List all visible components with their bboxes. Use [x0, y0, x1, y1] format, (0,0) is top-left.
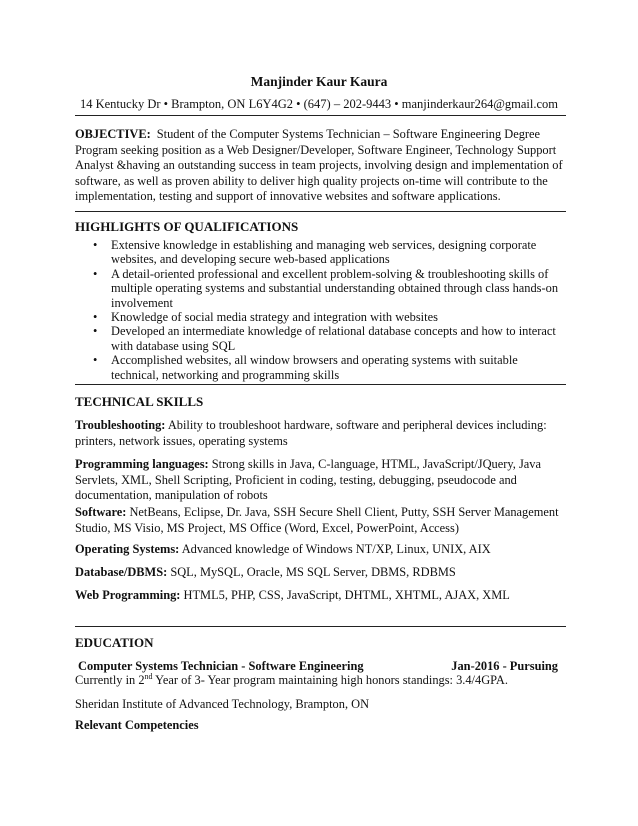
bullet-icon: • [93, 238, 98, 252]
highlights-divider [75, 384, 566, 385]
skill-operating-systems [75, 542, 565, 558]
education-status [75, 673, 565, 688]
skill-label: Database/DBMS: [75, 565, 168, 579]
skill-troubleshooting [75, 418, 565, 449]
skill-label: Web Programming: [75, 588, 181, 602]
relevant-competencies-label: Relevant Competencies [75, 718, 199, 732]
objective-label: OBJECTIVE: [75, 127, 151, 141]
list-item [75, 238, 565, 267]
skill-label: Operating Systems: [75, 542, 180, 556]
bullet-icon: • [93, 310, 98, 325]
education-program: Computer Systems Technician - Software Engineering [78, 659, 364, 673]
status-prefix: Currently in 2 [75, 673, 145, 687]
objective-divider [75, 211, 566, 212]
contact-line: 14 Kentucky Dr • Brampton, ON L6Y4G2 • (647) – 202-9443 • manjinderkaur264@gmail.com [79, 97, 559, 111]
skills-divider [75, 626, 566, 627]
highlight-text: Accomplished websites, all window browsers and operating systems with suitable technical, networking and programming skills [111, 353, 518, 382]
technical-skills-heading: TECHNICAL SKILLS [75, 394, 204, 409]
highlight-text: Developed an intermediate knowledge of relational database concepts and how to interact with database using SQL [111, 324, 556, 353]
list-item [75, 310, 565, 324]
highlights-list [75, 238, 565, 382]
education-institution: Sheridan Institute of Advanced Technology, Brampton, ON [75, 697, 370, 711]
skill-label: Troubleshooting: [75, 418, 166, 432]
skill-text: NetBeans, Eclipse, Dr. Java, SSH Secure Shell Client, Putty, SSH Server Management Studio, MS Visio, MS Project, MS Office (Word, Excel, PowerPoint, Access) [75, 505, 559, 535]
skill-text: SQL, MySQL, Oracle, MS SQL Server, DBMS, RDBMS [167, 565, 456, 579]
objective-section [75, 127, 565, 205]
skill-software [75, 505, 565, 536]
education-date: Jan-2016 - Pursuing [451, 659, 558, 673]
highlight-text: Knowledge of social media strategy and integration with websites [111, 310, 438, 325]
skill-text: HTML5, PHP, CSS, JavaScript, DHTML, XHTML, AJAX, XML [180, 588, 510, 602]
highlights-heading: HIGHLIGHTS OF QUALIFICATIONS [75, 219, 299, 234]
bullet-icon: • [93, 266, 98, 281]
education-heading: EDUCATION [75, 635, 154, 650]
skill-label: Programming languages: [75, 457, 209, 471]
candidate-name: Manjinder Kaur Kaura [250, 74, 388, 89]
list-item [75, 324, 565, 353]
list-item [75, 353, 565, 382]
bullet-icon: • [93, 353, 98, 368]
skill-programming-languages [75, 457, 565, 504]
skill-text: Ability to troubleshoot hardware, software and peripheral devices including: printers, network issues, operating systems [75, 418, 547, 448]
objective-text: Student of the Computer Systems Technician – Software Engineering Degree Program seeking position as a Web Designer/Developer, Software Engineer, Technology Support Analyst &having an outstanding success in team projects, involving design and implementation of software, as well as proven ability to deliver high quality projects on-time will contribute to the implementation, testing and support of innovative websites and software applications. [75, 127, 563, 204]
skill-text: Strong skills in Java, C-language, HTML, JavaScript/JQuery, Java Servlets, XML, Shell Scripting, Proficient in coding, testing, debugging, pseudocode and documentation, manipulation of robots [75, 457, 541, 503]
highlight-text: A detail-oriented professional and excellent problem-solving & troubleshooting skills of multiple operating systems and substantial understanding obtained through class hands-on involvement [111, 266, 559, 310]
skill-database [75, 565, 565, 581]
skill-label: Software: [75, 505, 127, 519]
status-suffix: Year of 3- Year program maintaining high honors standings: 3.4/4GPA. [152, 673, 508, 687]
bullet-icon: • [93, 324, 98, 339]
list-item [75, 267, 565, 310]
header-divider [75, 115, 566, 116]
skill-web-programming [75, 588, 565, 604]
status-superscript: nd [144, 671, 153, 681]
skill-text: Advanced knowledge of Windows NT/XP, Linux, UNIX, AIX [179, 542, 491, 556]
highlight-text: Extensive knowledge in establishing and managing web services, designing corporate websites, and developing secure web-based applications [111, 238, 537, 267]
